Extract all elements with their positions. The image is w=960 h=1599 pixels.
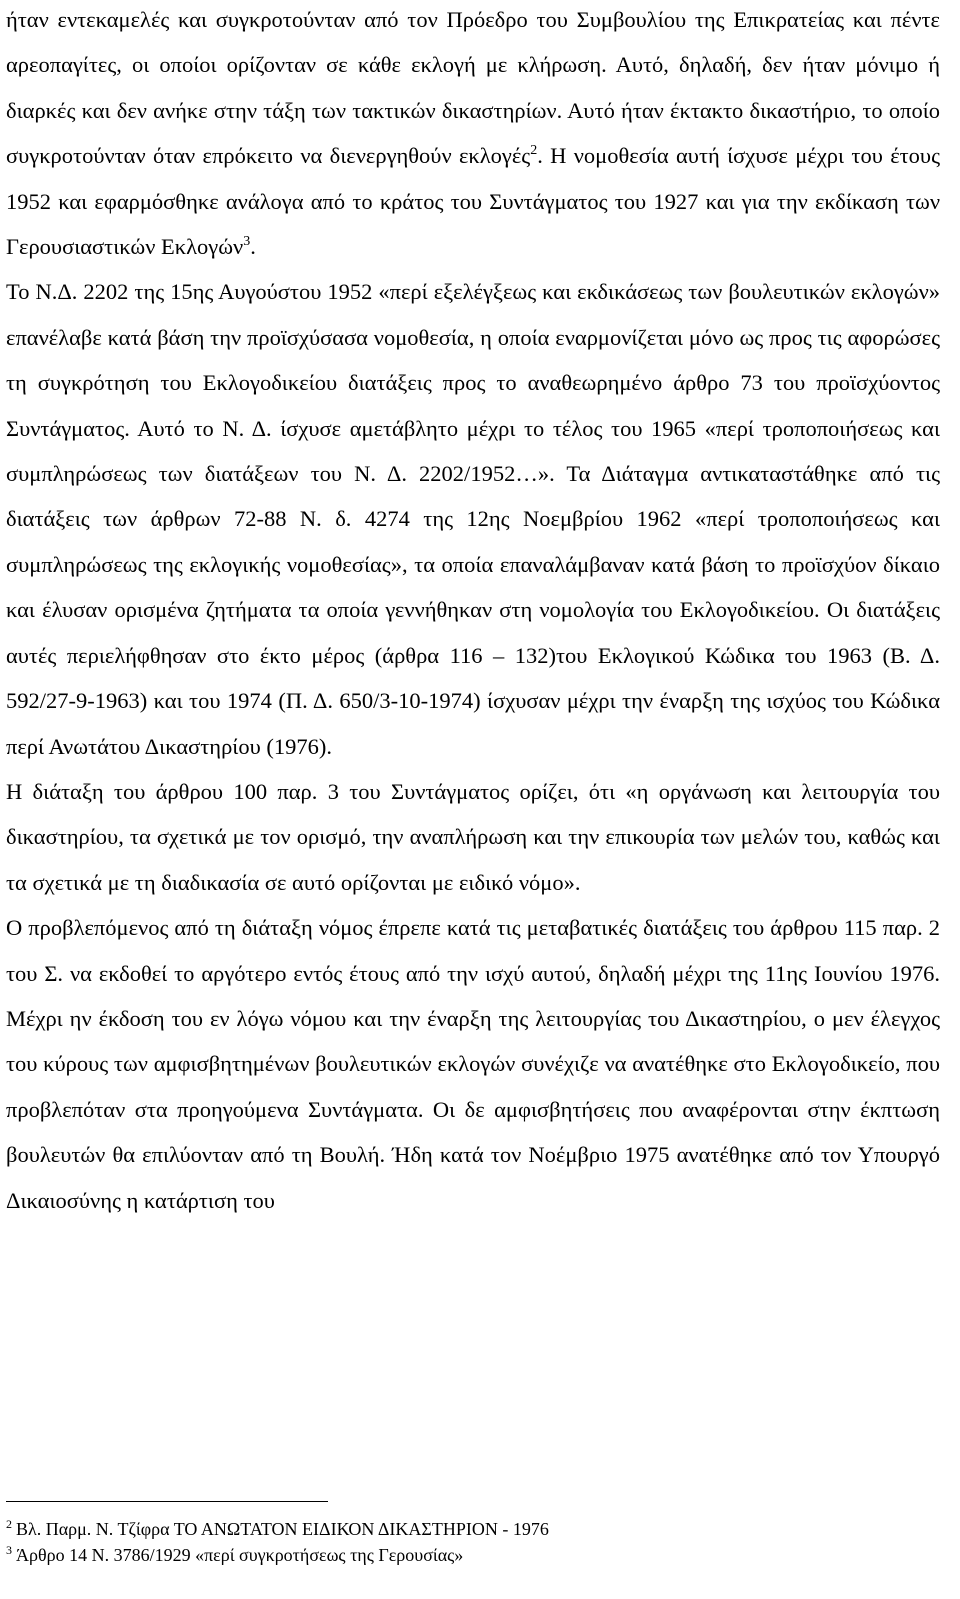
footnote-ref-3[interactable]: 3 [243,234,251,250]
paragraph-4: Ο προβλεπόμενος από τη διάταξη νόμος έπρεπε κατά τις μεταβατικές διατάξεις του άρθρου 115 παρ. 2 του Σ. να εκδοθεί το αργότερο εντός έτους από την ισχύ αυτού, δηλαδή μέχρι της 11ης Ιουνίου 1976. Μέχρι ην έκδοση του εν λόγω νόμου και την έναρξη της λειτουργίας του Δικαστηρίου, ο μεν έλεγχος του κύρους των αμφισβητημένων βουλευτικών εκλογών συνέχιζε να ανατέθηκε στο Εκλογοδικείο, που προβλεπόταν στα προηγούμενα Συντάγματα. Οι δε αμφισβητήσεις που αναφέρονται στην έκπτωση βουλευτών θα επιλύονταν από τη Βουλή. Ήδη κατά τον Νοέμβριο 1975 ανατέθηκε από τον Υπουργό Δικαιοσύνης η κατάρτιση του [6,915,940,1213]
footnote-3 [6,1542,940,1568]
footnote-number-3: 3 [6,1543,12,1557]
footnote-2-text: Βλ. Παρμ. Ν. Τζίφρα ΤΟ ΑΝΩΤΑΤΟΝ ΕΙΔΙΚΟΝ ΔΙΚΑΣΤΗΡΙΟΝ - 1976 [16,1519,549,1539]
footnote-3-text: Άρθρο 14 Ν. 3786/1929 «περί συγκροτήσεως της Γερουσίας» [16,1545,464,1565]
paragraph-1 [6,0,940,269]
paragraph-1-text-c: . [250,234,256,260]
paragraph-2: Το Ν.Δ. 2202 της 15ης Αυγούστου 1952 «περί εξελέγξεως και εκδικάσεως των βουλευτικών εκλογών» επανέλαβε κατά βάση την προϊσχύσασα νομοθεσία, η οποία εναρμονίζεται μόνο ως προς τις αφορώσες τη συγκρότηση του Εκλογοδικείου διατάξεις προς το αναθεωρημένο άρθρο 73 του προϊσχύοντος Συντάγματος. Αυτό το Ν. Δ. ίσχυσε αμετάβλητο μέχρι το τέλος του 1965 «περί τροποποιήσεως και συμπληρώσεως των διατάξεων του Ν. Δ. 2202/1952…». Τα Διάταγμα αντικαταστάθηκε από τις διατάξεις των άρθρων 72-88 Ν. δ. 4274 της 12ης Νοεμβρίου 1962 «περί τροποποιήσεως και συμπληρώσεως της εκλογικής νομοθεσίας», τα οποία επαναλάμβαναν κατά βάση το προϊσχύον δίκαιο και έλυσαν ορισμένα ζητήματα τα οποία γεννήθηκαν στη νομολογία του Εκλογοδικείου. Οι διατάξεις αυτές περιελήφθησαν στο έκτο μέρος (άρθρα 116 – 132)του Εκλογικού Κώδικα του 1963 (Β. Δ. 592/27-9-1963) και του 1974 (Π. Δ. 650/3-10-1974) ίσχυσαν μέχρι την έναρξη της ισχύος του Κώδικα περί Ανωτάτου Δικαστηρίου (1976). [6,279,940,759]
footnote-divider [6,1501,328,1502]
paragraph-1-text-b: . Η νομοθεσία αυτή ίσχυσε μέχρι του έτους 1952 και εφαρμόσθηκε ανάλογα από το κράτος του Συντάγματος του 1927 και για την εκδίκαση των Γερουσιαστικών Εκλογών [6,143,940,260]
paragraph-3: Η διάταξη του άρθρου 100 παρ. 3 του Συντάγματος ορίζει, ότι «η οργάνωση και λειτουργία του δικαστηρίου, τα σχετικά με τον ορισμό, την αναπλήρωση και την επικουρία των μελών του, καθώς και τα σχετικά με τη διαδικασία σε αυτό ορίζονται με ειδικό νόμο». [6,778,940,895]
footnote-number-2: 2 [6,1517,12,1531]
footnotes [6,1516,940,1568]
footnote-ref-2[interactable]: 2 [530,143,538,159]
document-page [6,0,940,1223]
paragraph-1-text-a: ήταν εντεκαμελές και συγκροτούνταν από τον Πρόεδρο του Συμβουλίου της Επικρατείας και πέντε αρεοπαγίτες, οι οποίοι ορίζονταν σε κάθε εκλογή με κλήρωση. Αυτό, δηλαδή, δεν ήταν μόνιμο ή διαρκές και δεν ανήκε στην τάξη των τακτικών δικαστηρίων. Αυτό ήταν έκτακτο δικαστήριο, το οποίο συγκροτούνταν όταν επρόκειτο να διενεργηθούν εκλογές [6,7,940,169]
footnote-2 [6,1516,940,1542]
